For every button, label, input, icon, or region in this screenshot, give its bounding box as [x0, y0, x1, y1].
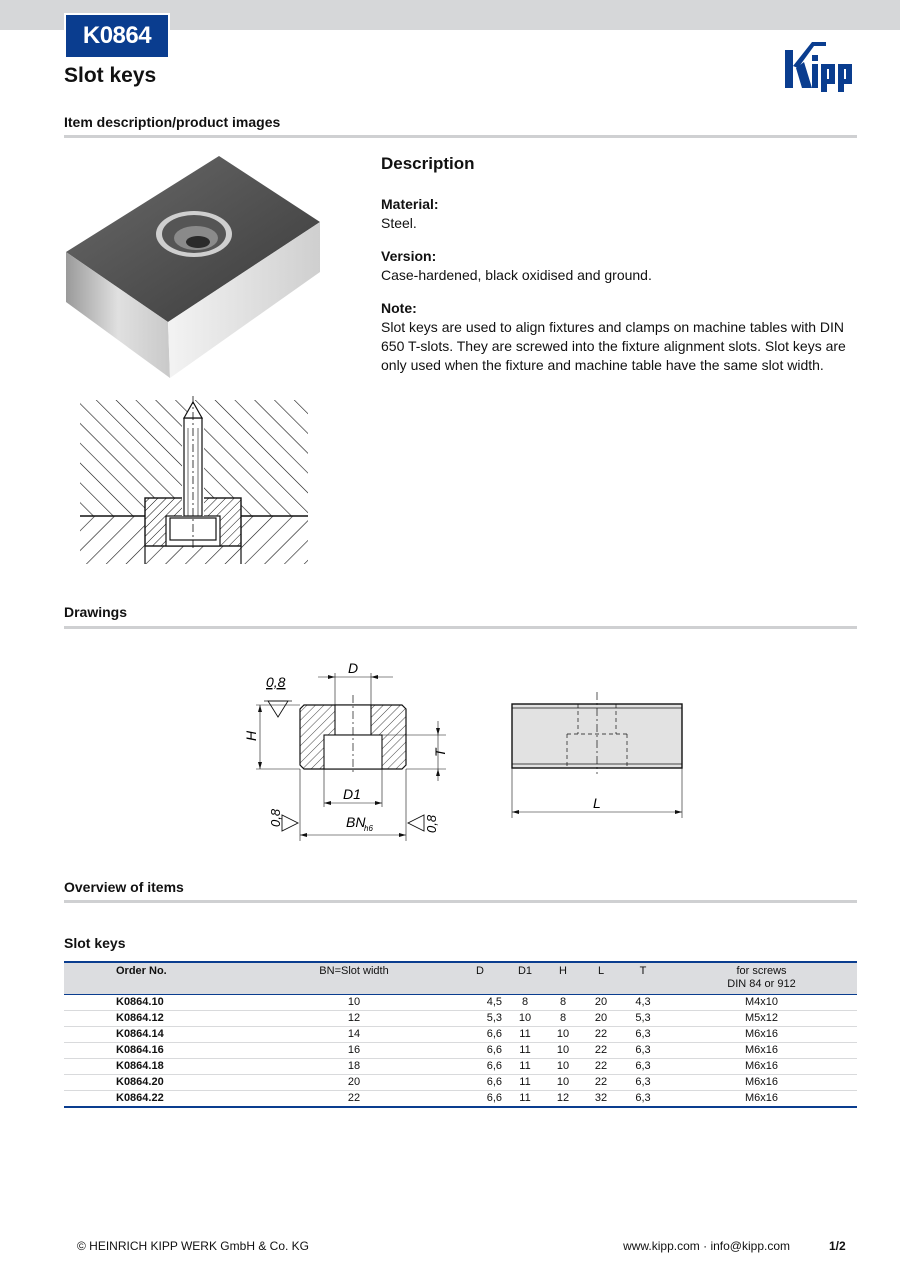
divider	[64, 135, 857, 138]
cell-l: 22	[582, 1059, 620, 1075]
cell-t: 6,3	[620, 1091, 666, 1108]
version-value: Case-hardened, black oxidised and ground.	[381, 267, 652, 283]
cell-h: 8	[544, 1011, 582, 1027]
cell-screw: M6x16	[666, 1075, 857, 1091]
cell-d1: 11	[506, 1091, 544, 1108]
label-h: H	[243, 730, 259, 741]
note-value: Slot keys are used to align fixtures and clamps on machine tables with DIN 650 T-slots. They are screwed into the fixture alignment slots. Slot keys are only used when the fixture and machine table have the same slot width.	[381, 319, 846, 373]
cell-bn: 14	[254, 1027, 454, 1043]
cell-d: 6,6	[454, 1091, 506, 1108]
col-d: D	[454, 962, 506, 995]
cell-t: 4,3	[620, 995, 666, 1011]
table-row	[64, 1043, 857, 1059]
cell-bn: 20	[254, 1075, 454, 1091]
cell-t: 6,3	[620, 1075, 666, 1091]
cell-l: 22	[582, 1075, 620, 1091]
cell-screw: M5x12	[666, 1011, 857, 1027]
side-view-drawing	[505, 688, 690, 818]
table-title: Slot keys	[64, 935, 126, 951]
col-bn: BN=Slot width	[254, 962, 454, 995]
product-photo	[64, 152, 322, 382]
table-row	[64, 1027, 857, 1043]
cell-h: 12	[544, 1091, 582, 1108]
table-row	[64, 1091, 857, 1108]
cell-screw: M6x16	[666, 1091, 857, 1108]
divider	[64, 900, 857, 903]
cell-bn: 10	[254, 995, 454, 1011]
label-bn-sub: h6	[364, 824, 373, 833]
cell-t: 5,3	[620, 1011, 666, 1027]
cell-bn: 22	[254, 1091, 454, 1108]
col-h: H	[544, 962, 582, 995]
footer-contact: www.kipp.com · info@kipp.com	[623, 1239, 790, 1253]
col-t: T	[620, 962, 666, 995]
cell-order: K0864.16	[64, 1043, 254, 1059]
cell-d1: 11	[506, 1075, 544, 1091]
page-title: Slot keys	[64, 64, 157, 87]
note-label: Note:	[381, 300, 417, 316]
cell-l: 20	[582, 1011, 620, 1027]
label-l: L	[593, 795, 601, 811]
material-label: Material:	[381, 196, 439, 212]
col-l: L	[582, 962, 620, 995]
page-number: 1/2	[829, 1239, 846, 1253]
table-row	[64, 995, 857, 1011]
col-order: Order No.	[64, 962, 254, 995]
cell-order: K0864.22	[64, 1091, 254, 1108]
cell-l: 32	[582, 1091, 620, 1108]
table-row	[64, 1075, 857, 1091]
table-header-row	[64, 962, 857, 995]
footer-copyright: © HEINRICH KIPP WERK GmbH & Co. KG	[77, 1239, 309, 1253]
cell-d: 4,5	[454, 995, 506, 1011]
description-heading: Description	[381, 154, 475, 173]
cross-section-drawing	[238, 655, 448, 850]
cell-bn: 12	[254, 1011, 454, 1027]
col-screws	[666, 962, 857, 995]
cell-t: 6,3	[620, 1027, 666, 1043]
cell-h: 8	[544, 995, 582, 1011]
col-screws-line2: DIN 84 or 912	[727, 978, 796, 990]
cell-d: 6,6	[454, 1027, 506, 1043]
cell-screw: M4x10	[666, 995, 857, 1011]
cell-d1: 11	[506, 1059, 544, 1075]
cell-d: 6,6	[454, 1075, 506, 1091]
cell-screw: M6x16	[666, 1043, 857, 1059]
cell-d1: 11	[506, 1043, 544, 1059]
section-title-item-description: Item description/product images	[64, 114, 281, 130]
table-row	[64, 1059, 857, 1075]
label-chamfer-right: 0,8	[424, 814, 439, 833]
divider	[64, 626, 857, 629]
logo-text: kipp	[782, 36, 784, 37]
cell-t: 6,3	[620, 1059, 666, 1075]
cell-h: 10	[544, 1027, 582, 1043]
cell-order: K0864.18	[64, 1059, 254, 1075]
items-table	[64, 961, 857, 1108]
cell-order: K0864.14	[64, 1027, 254, 1043]
label-bn: BN	[346, 814, 366, 830]
cell-order: K0864.20	[64, 1075, 254, 1091]
cell-h: 10	[544, 1043, 582, 1059]
product-code-badge	[64, 13, 170, 59]
product-code: K0864	[66, 15, 168, 57]
cell-h: 10	[544, 1059, 582, 1075]
section-title-overview: Overview of items	[64, 879, 184, 895]
cell-d: 6,6	[454, 1043, 506, 1059]
cell-screw: M6x16	[666, 1059, 857, 1075]
col-screws-line1: for screws	[736, 965, 787, 977]
cell-screw: M6x16	[666, 1027, 857, 1043]
label-chamfer-left: 0,8	[268, 808, 283, 827]
cell-d1: 11	[506, 1027, 544, 1043]
label-t: T	[432, 748, 448, 757]
cell-order: K0864.10	[64, 995, 254, 1011]
cell-bn: 16	[254, 1043, 454, 1059]
cell-l: 22	[582, 1043, 620, 1059]
cell-d: 5,3	[454, 1011, 506, 1027]
cell-d: 6,6	[454, 1059, 506, 1075]
cell-d1: 8	[506, 995, 544, 1011]
version-label: Version:	[381, 248, 437, 264]
installation-section-drawing	[64, 388, 322, 570]
description-block	[381, 152, 851, 389]
cell-h: 10	[544, 1075, 582, 1091]
cell-order: K0864.12	[64, 1011, 254, 1027]
section-title-drawings: Drawings	[64, 604, 128, 620]
material-value: Steel.	[381, 215, 417, 231]
kipp-logo	[782, 36, 858, 92]
cell-t: 6,3	[620, 1043, 666, 1059]
label-d: D	[348, 660, 359, 676]
label-chamfer-top: 0,8	[266, 674, 286, 690]
table-row	[64, 1011, 857, 1027]
cell-l: 20	[582, 995, 620, 1011]
label-d1: D1	[343, 786, 361, 802]
cell-bn: 18	[254, 1059, 454, 1075]
cell-d1: 10	[506, 1011, 544, 1027]
col-d1: D1	[506, 962, 544, 995]
cell-l: 22	[582, 1027, 620, 1043]
